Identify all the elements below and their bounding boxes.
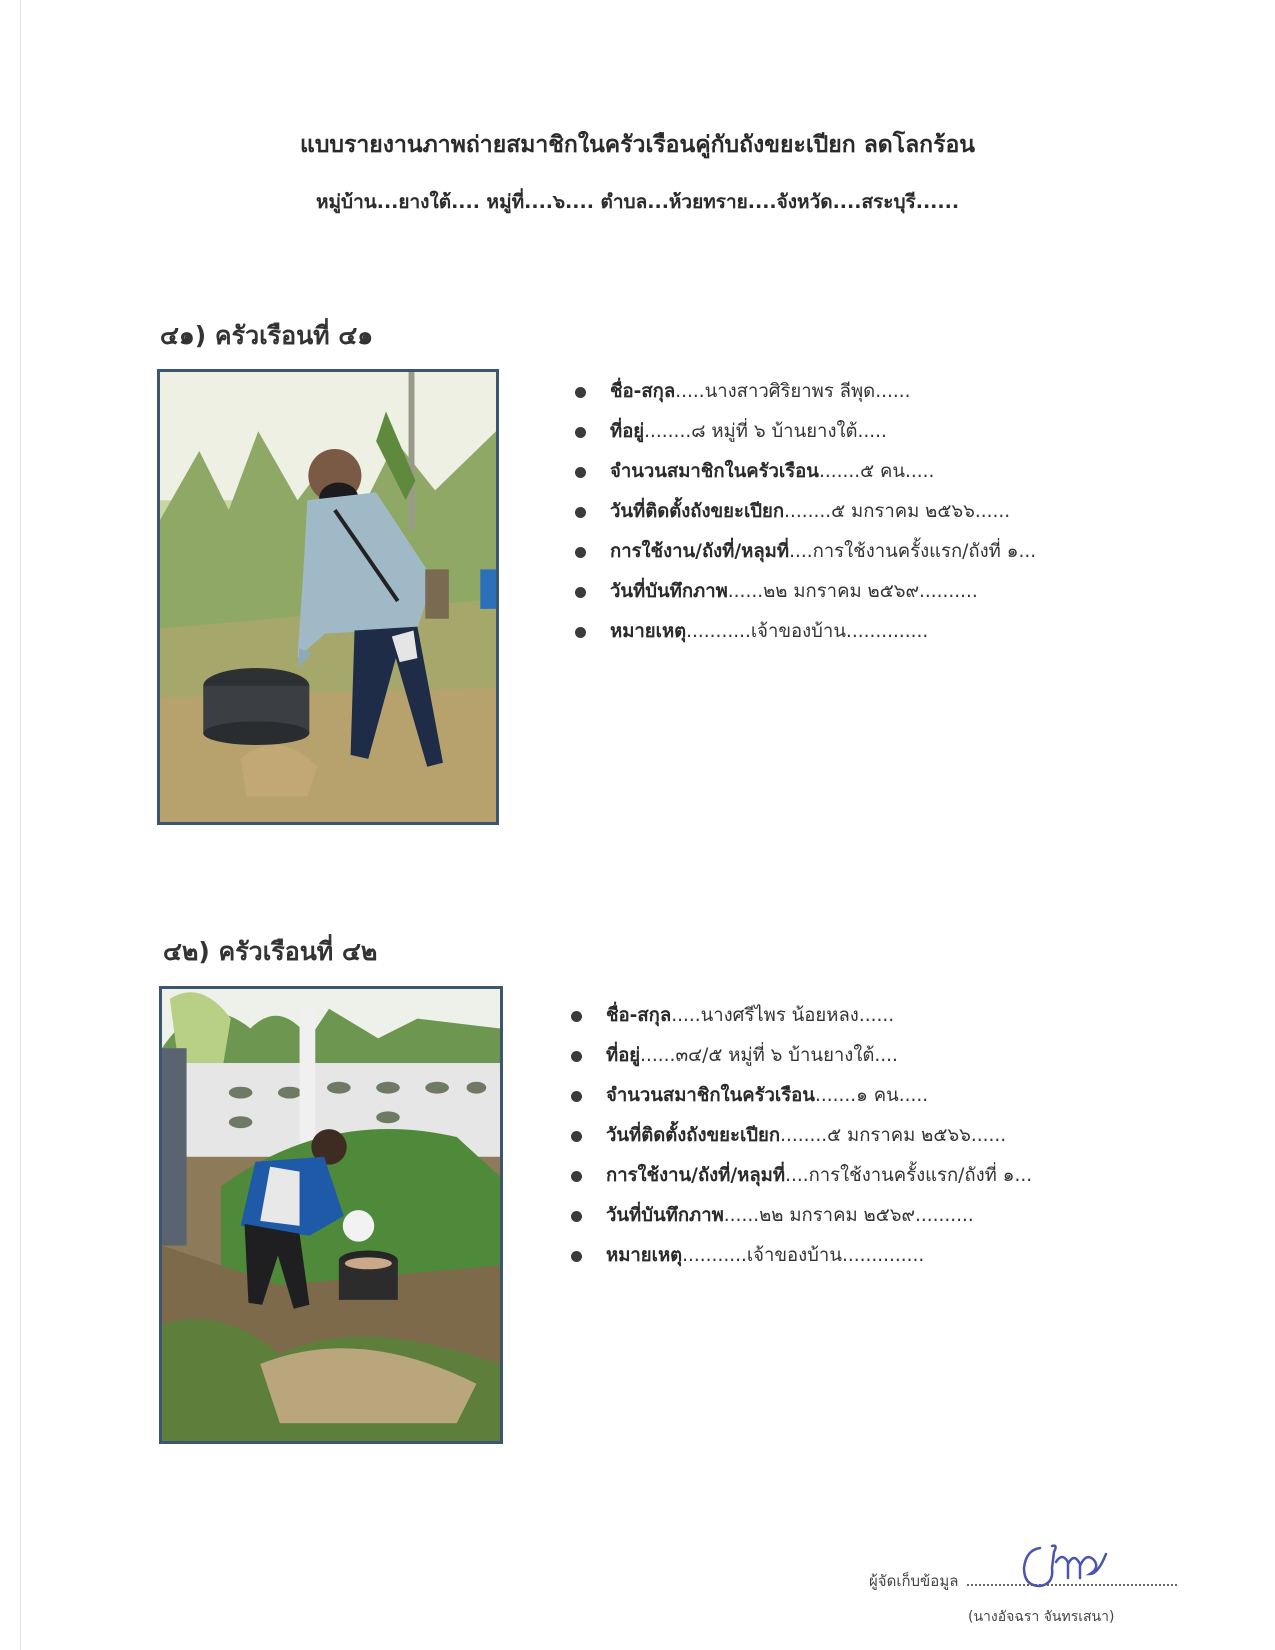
field-label: วันที่บันทึกภาพ [610,581,728,602]
info-item [572,452,1036,492]
info-item [572,532,1036,572]
field-value: ......๒๒ มกราคม ๒๕๖๙.......... [723,1205,974,1226]
field-value: ......๒๒ มกราคม ๒๕๖๙.......... [727,581,978,602]
field-label: วันที่ติดตั้งถังขยะเปียก [610,501,785,522]
field-value: .....นางสาวศิริยาพร ลีพุด...... [675,381,911,402]
field-label: วันที่บันทึกภาพ [606,1205,724,1226]
household-info-list [568,996,1032,1276]
household-photo [157,369,499,825]
info-item [568,1236,1032,1276]
info-item [568,1036,1032,1076]
field-value: ...........เจ้าของบ้าน.............. [682,1245,925,1266]
field-label: วันที่ติดตั้งถังขยะเปียก [606,1125,781,1146]
info-item [568,1196,1032,1236]
field-label: ที่อยู่ [606,1045,641,1066]
report-subtitle: หมู่บ้าน...ยางใต้.... หมู่ที่....๖.... ตำบล...ห้วยทราย....จังหวัด....สระบุรี...... [315,191,960,213]
info-item [568,1076,1032,1116]
info-item [572,612,1036,652]
handwritten-signature [1018,1540,1113,1592]
info-item [572,492,1036,532]
field-label: จำนวนสมาชิกในครัวเรือน [610,461,819,482]
household-photo [159,986,503,1444]
collector-name: (นางอัจฉรา จันทรเสนา) [968,1609,1115,1625]
field-value: ........๕ มกราคม ๒๕๖๖...... [784,501,1011,522]
field-label: หมายเหตุ [606,1245,683,1266]
field-label: ที่อยู่ [610,421,645,442]
field-label: การใช้งาน/ถังที่/หลุมที่ [606,1165,786,1186]
report-title: แบบรายงานภาพถ่ายสมาชิกในครัวเรือนคู่กับถังขยะเปียก ลดโลกร้อน [300,132,975,158]
field-value: ....การใช้งานครั้งแรก/ถังที่ ๑... [789,541,1037,562]
field-value: .......๕ คน..... [818,461,935,482]
field-value: ...........เจ้าของบ้าน.............. [686,621,929,642]
info-item [568,1156,1032,1196]
collector-label: ผู้จัดเก็บข้อมูล [869,1572,959,1590]
field-value: ........๕ มกราคม ๒๕๖๖...... [780,1125,1007,1146]
field-value: .....นางศรีไพร น้อยหลง...... [671,1005,895,1026]
field-value: ....การใช้งานครั้งแรก/ถังที่ ๑... [785,1165,1033,1186]
info-item [572,412,1036,452]
household-heading: ๔๑) ครัวเรือนที่ ๔๑ [160,321,374,350]
household-heading: ๔๒) ครัวเรือนที่ ๔๒ [163,937,378,966]
info-item [568,1116,1032,1156]
field-label: ชื่อ-สกุล [610,381,676,402]
field-label: จำนวนสมาชิกในครัวเรือน [606,1085,815,1106]
scan-edge-line [20,0,21,1650]
info-item [572,572,1036,612]
field-label: การใช้งาน/ถังที่/หลุมที่ [610,541,790,562]
field-value: ......๓๔/๕ หมู่ที่ ๖ บ้านยางใต้.... [640,1045,898,1066]
field-label: ชื่อ-สกุล [606,1005,672,1026]
field-label: หมายเหตุ [610,621,687,642]
info-item [572,372,1036,412]
household-info-list [572,372,1036,652]
field-value: ........๘ หมู่ที่ ๖ บ้านยางใต้..... [644,421,887,442]
field-value: .......๑ คน..... [814,1085,929,1106]
info-item [568,996,1032,1036]
